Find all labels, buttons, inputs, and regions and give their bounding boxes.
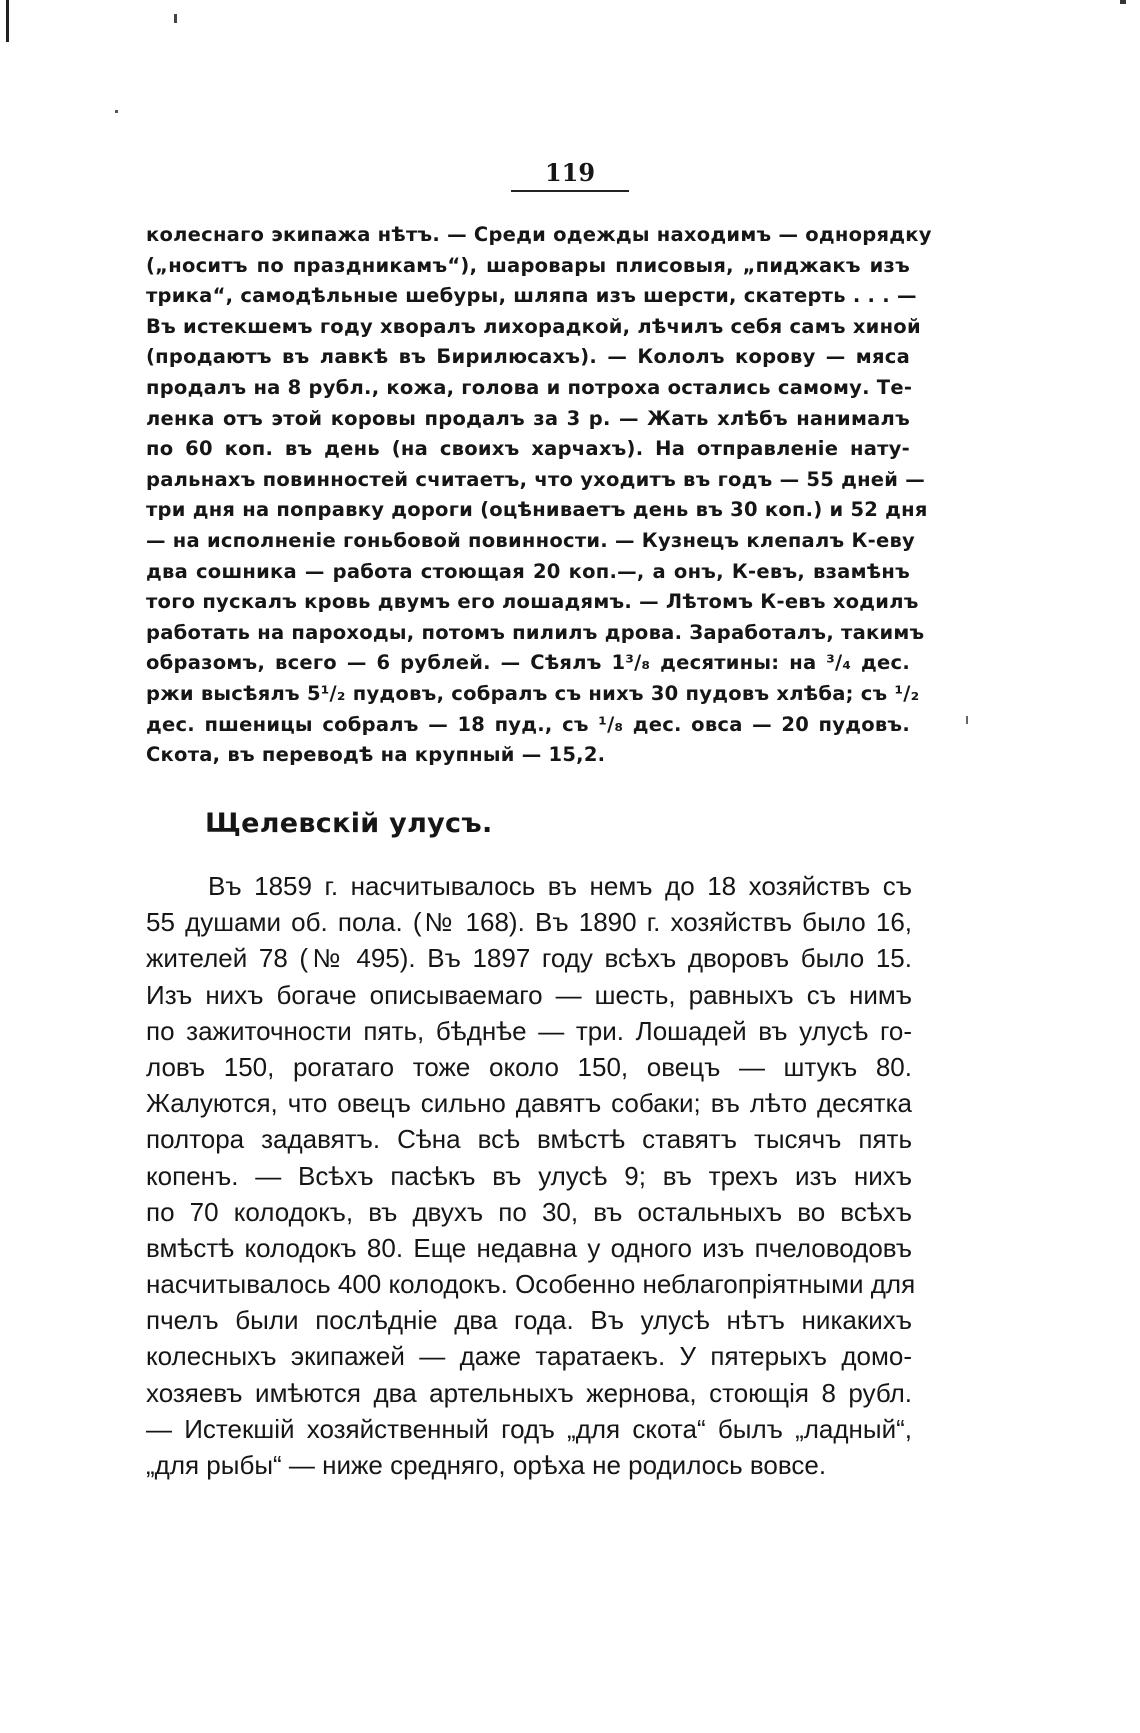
text-line: ленка отъ этой коровы продалъ за 3 р. — Жать хлѣбъ нанималъ [146, 406, 910, 430]
text-line: по 70 колодокъ, въ двухъ по 30, въ остальныхъ во всѣхъ [146, 1196, 912, 1227]
text-line: ловъ 150, рогатаго тоже около 150, овецъ — штукъ 80. [146, 1051, 912, 1082]
text-line: насчитывалось 400 колодокъ. Особенно неблагопріятными для [146, 1269, 916, 1300]
scan-edge-mark [6, 0, 9, 42]
text-line: — Истекшій хозяйственный годъ „для скота“ былъ „ладный“, [146, 1413, 912, 1444]
text-line: „для рыбы“ — ниже средняго, орѣха не родилось вовсе. [146, 1450, 827, 1480]
text-line: три дня на поправку дороги (оцѣниваетъ день въ 30 коп.) и 52 дня [146, 498, 928, 522]
text-line: хозяевъ имѣются два артельныхъ жернова, стоющія 8 рубл. [146, 1377, 912, 1408]
text-line: Скота, въ переводѣ на крупный — 15,2. [146, 743, 606, 767]
margin-speck [966, 716, 968, 724]
text-line: колеснаго экипажа нѣтъ. — Среди одежды находимъ — однорядку [146, 223, 932, 246]
text-line: по зажиточности пять, бѣднѣе — три. Лошадей въ улусѣ го- [146, 1015, 912, 1046]
section-title: Щелевскій улусъ. [205, 808, 493, 839]
text-line: трика“, самодѣльные шебуры, шляпа изъ шерсти, скатерть . . . — [146, 284, 917, 308]
text-line: образомъ, всего — 6 рублей. — Сѣялъ 1³/₈ десятины: на ³/₄ дес. [146, 651, 910, 675]
section-paragraph [146, 868, 916, 1483]
text-line: 55 душами об. пола. (№ 168). Въ 1890 г. хозяйствъ было 16, [146, 907, 912, 938]
scan-edge-mark-right [1120, 0, 1126, 4]
scan-speck-small [115, 110, 118, 113]
text-line: (продаютъ въ лавкѣ въ Бирилюсахъ). — Кололъ корову — мяса [146, 345, 910, 369]
text-line: Изъ нихъ богаче описываемаго — шесть, равныхъ съ нимъ [146, 979, 912, 1010]
text-line: работать на пароходы, потомъ пилилъ дрова. Заработалъ, такимъ [146, 620, 925, 644]
text-line: („носитъ по праздникамъ“), шаровары плисовыя, „пиджакъ изъ [146, 253, 910, 277]
continuation-paragraph [146, 220, 932, 771]
text-line: два сошника — работа стоющая 20 коп.—, а онъ, К-евъ, взамѣнъ [146, 559, 910, 583]
page-header [0, 158, 1140, 192]
text-line: по 60 коп. въ день (на своихъ харчахъ). На отправленіе нату- [146, 437, 910, 461]
text-line: ржи высѣялъ 5¹/₂ пудовъ, собралъ съ нихъ 30 пудовъ хлѣба; съ ¹/₂ [146, 681, 920, 705]
text-line: вмѣстѣ колодокъ 80. Еще недавна у одного изъ пчеловодовъ [146, 1232, 912, 1263]
scan-speck [174, 14, 177, 23]
text-line: дес. пшеницы собралъ — 18 пуд., съ ¹/₈ дес. овса — 20 пудовъ. [146, 712, 910, 736]
text-line: Жалуются, что овецъ сильно давятъ собаки; въ лѣто десятка [146, 1088, 912, 1119]
text-line: ральнахъ повинностей считаетъ, что уходитъ въ годъ — 55 дней — [146, 467, 925, 491]
text-line: полтора задавятъ. Сѣна всѣ вмѣстѣ ставятъ тысячъ пять [146, 1124, 912, 1155]
text-line: копенъ. — Всѣхъ пасѣкъ въ улусѣ 9; въ трехъ изъ нихъ [146, 1160, 912, 1191]
text-line: продалъ на 8 рубл., кожа, голова и потроха остались самому. Те- [146, 375, 913, 399]
text-line: колесныхъ экипажей — даже таратаекъ. У пятерыхъ домо- [146, 1341, 912, 1372]
page-number: 119 [511, 158, 629, 192]
text-line: пчелъ были послѣдніе два года. Въ улусѣ нѣтъ никакихъ [146, 1305, 912, 1336]
text-line: — на исполненіе гоньбовой повинности. — Кузнецъ клепалъ К-еву [146, 528, 915, 552]
text-line: Въ 1859 г. насчитывалось въ немъ до 18 хозяйствъ съ [208, 871, 912, 901]
text-line: жителей 78 (№ 495). Въ 1897 году всѣхъ дворовъ было 15. [146, 943, 912, 974]
text-line: Въ истекшемъ году хворалъ лихорадкой, лѣчилъ себя самъ хиной [146, 314, 921, 338]
text-line: того пускалъ кровь двумъ его лошадямъ. — Лѣтомъ К-евъ ходилъ [146, 590, 919, 614]
